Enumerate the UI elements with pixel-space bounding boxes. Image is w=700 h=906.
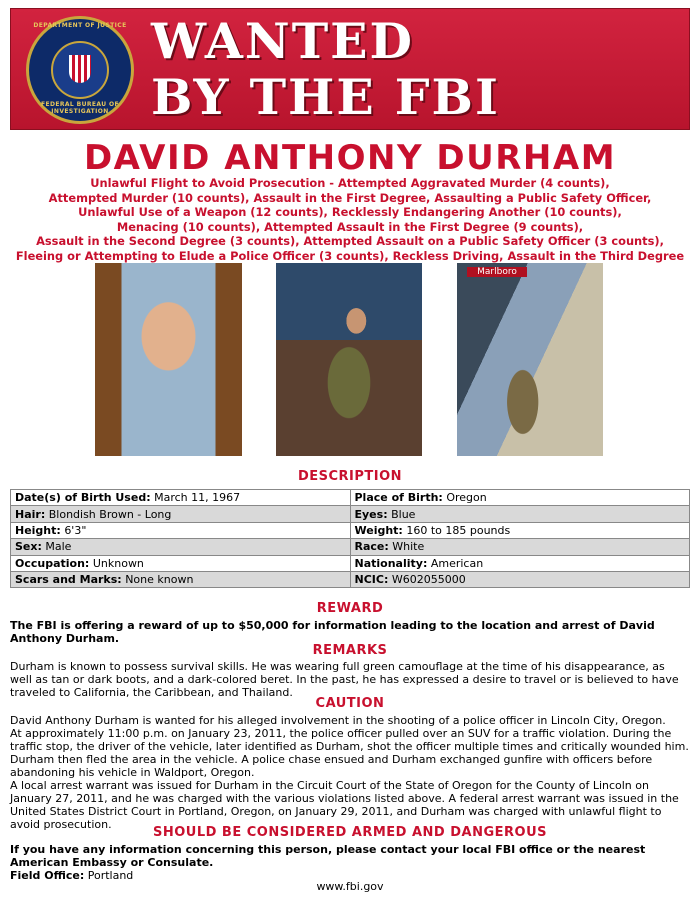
table-cell: [350, 571, 690, 587]
caution-text: [10, 714, 690, 831]
field-label: Occupation:: [15, 556, 90, 570]
field-label: Scars and Marks:: [15, 573, 122, 587]
field-value: White: [392, 540, 425, 554]
field-label: Weight:: [354, 523, 403, 537]
table-row: [11, 490, 690, 506]
field-value: 160 to 185 pounds: [406, 523, 511, 537]
subject-photo-camouflage: [276, 263, 422, 456]
contact-text: If you have any information concerning this person, please contact your local FBI office or the nearest American Embassy or Consulate.: [10, 843, 646, 869]
field-value: Unknown: [92, 556, 144, 570]
description-heading: DESCRIPTION: [297, 469, 403, 484]
field-label: Height:: [15, 523, 61, 537]
charge-line: Fleeing or Attempting to Elude a Police Officer (3 counts), Reckless Driving, Assault in the Third Degree: [15, 248, 685, 263]
table-row: [11, 522, 690, 538]
field-value: Blondish Brown - Long: [48, 507, 172, 521]
wanted-banner: [10, 8, 690, 130]
table-row: [11, 506, 690, 522]
description-table: [10, 489, 690, 588]
field-label: Race:: [354, 540, 389, 554]
banner-title: [151, 13, 500, 125]
footer-url[interactable]: www.fbi.gov: [316, 880, 384, 893]
remarks-text: Durham is known to possess survival skills. He was wearing full green camouflage at the time of his disappearance, as well as tan or dark boots, and a dark-colored beret. In the past, he has expressed a desire to travel or is believed to have traveled to California, the Caribbean, and Thailand.: [10, 660, 679, 699]
charge-line: Assault in the Second Degree (3 counts), Attempted Assault on a Public Safety Officer (3 counts),: [36, 234, 664, 249]
seal-center: [51, 41, 109, 99]
seal-text-top: DEPARTMENT OF JUSTICE: [33, 22, 127, 29]
table-cell: [11, 522, 351, 538]
store-sign: Marlboro: [467, 267, 527, 277]
charge-line: Unlawful Use of a Weapon (12 counts), Recklessly Endangering Another (10 counts),: [78, 205, 622, 220]
field-label: Eyes:: [354, 507, 388, 521]
table-row: [11, 539, 690, 555]
field-office-label: Field Office:: [10, 869, 85, 882]
seal-shield-icon: [69, 55, 91, 83]
remarks-heading: REMARKS: [312, 643, 388, 658]
table-cell: [11, 506, 351, 522]
field-label: Sex:: [15, 540, 42, 554]
caution-heading: CAUTION: [315, 696, 385, 711]
seal-text-bottom: FEDERAL BUREAU OF INVESTIGATION: [40, 101, 120, 115]
field-value: Blue: [391, 507, 416, 521]
table-cell: [11, 555, 351, 571]
banner-title-line2: BY THE FBI: [151, 68, 500, 126]
field-label: Hair:: [15, 507, 46, 521]
table-row: [11, 571, 690, 587]
table-cell: [11, 571, 351, 587]
table-cell: [350, 522, 690, 538]
table-cell: [350, 506, 690, 522]
charges-list: [0, 176, 700, 264]
reward-heading: REWARD: [316, 601, 384, 616]
field-label: NCIC:: [354, 573, 389, 587]
field-label: Nationality:: [354, 556, 428, 570]
banner-title-line1: WANTED: [151, 12, 415, 70]
charge-line: Menacing (10 counts), Attempted Assault in the First Degree (9 counts),: [116, 219, 584, 234]
table-cell: [11, 539, 351, 555]
fbi-seal-icon: [26, 16, 134, 124]
table-cell: [350, 490, 690, 506]
field-label: Place of Birth:: [354, 491, 443, 505]
armed-dangerous-heading: SHOULD BE CONSIDERED ARMED AND DANGEROUS: [152, 825, 548, 840]
field-office-value: Portland: [87, 869, 134, 882]
field-value: Male: [45, 540, 72, 554]
subject-photo-surveillance: [457, 263, 603, 456]
field-value: 6'3": [64, 523, 87, 537]
field-label: Date(s) of Birth Used:: [15, 491, 151, 505]
table-cell: [350, 555, 690, 571]
subject-photo-portrait: [95, 263, 242, 456]
field-value: March 11, 1967: [154, 491, 241, 505]
field-value: W602055000: [391, 573, 466, 587]
field-value: Oregon: [446, 491, 487, 505]
table-cell: [350, 539, 690, 555]
charge-line: Attempted Murder (10 counts), Assault in the First Degree, Assaulting a Public Safety Officer,: [48, 190, 652, 205]
reward-text: The FBI is offering a reward of up to $50,000 for information leading to the location and arrest of David Anthony Durham.: [10, 619, 655, 645]
charge-line: Unlawful Flight to Avoid Prosecution - Attempted Aggravated Murder (4 counts),: [90, 176, 610, 190]
table-row: [11, 555, 690, 571]
table-cell: [11, 490, 351, 506]
field-value: None known: [125, 573, 194, 587]
field-value: American: [430, 556, 484, 570]
caution-paragraph: At approximately 11:00 p.m. on January 23, 2011, the police officer pulled over an SUV for a traffic violation. During the traffic stop, the driver of the vehicle, later identified as Durham, shot the officer multiple times and critically wounded him. Durham then fled the area in the vehicle. A police chase ensued and Durham exchanged gunfire with officers before abandoning his vehicle in Waldport, Oregon.: [10, 727, 689, 779]
subject-name: DAVID ANTHONY DURHAM: [83, 138, 617, 178]
caution-paragraph: A local arrest warrant was issued for Durham in the Circuit Court of the State of Oregon for the County of Lincoln on January 27, 2011, and he was charged with the various violations listed above. A federal arrest warrant was issued in the United States District Court in Portland, Oregon, on January 29, 2011, and Durham was charged with unlawful flight to avoid prosecution.: [10, 779, 679, 831]
caution-paragraph: David Anthony Durham is wanted for his alleged involvement in the shooting of a police officer in Lincoln City, Oregon.: [10, 714, 666, 727]
